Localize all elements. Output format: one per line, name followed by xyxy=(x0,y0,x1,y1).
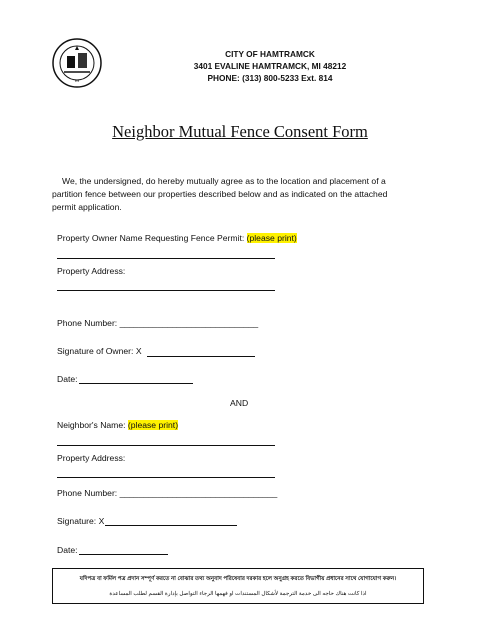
owner-address-field[interactable] xyxy=(57,290,275,291)
neighbor-date-label: Date: xyxy=(57,545,78,555)
owner-signature-label: Signature of Owner: X xyxy=(57,346,142,356)
neighbor-phone-field[interactable]: Phone Number: _________________________________ xyxy=(57,488,278,498)
header-address: 3401 EVALINE HAMTRAMCK, MI 48212 xyxy=(193,61,347,71)
bengali-notice: যদিপত্র বা ফর্মিল পত্র প্রদান সম্পূর্ণ করতে না বোঝার তথ্য অনুবাদ পরিষেবার দরকার হলে অনুগ্রহ করতে বিভাগীয় প্রধানের সাথে যোগাযোগ করুন। xyxy=(79,576,397,582)
owner-name-hint: (please print) xyxy=(246,233,297,243)
svg-text:•••: ••• xyxy=(74,78,80,83)
and-separator: AND xyxy=(230,398,249,408)
neighbor-signature-label: Signature: X xyxy=(57,516,105,526)
translation-notice-box xyxy=(52,568,424,604)
owner-signature-field[interactable] xyxy=(147,356,255,357)
owner-date-field[interactable] xyxy=(79,383,193,384)
city-seal-logo xyxy=(52,38,102,88)
neighbor-name-hint: (please print) xyxy=(127,420,179,430)
neighbor-address-label: Property Address: xyxy=(57,453,126,463)
intro-paragraph: We, the undersigned, do hereby mutually agree as to the location and placement of a partition fence between our properties described below and as indicated on the attached permit application. xyxy=(52,176,388,212)
header-phone: PHONE: (313) 800-5233 Ext. 814 xyxy=(207,73,333,83)
neighbor-name-label: Neighbor's Name: (please print) xyxy=(57,420,179,430)
neighbor-name-field[interactable] xyxy=(57,445,275,446)
neighbor-date-field[interactable] xyxy=(79,554,168,555)
owner-phone-field[interactable]: Phone Number: _____________________________ xyxy=(57,318,259,328)
owner-name-label: Property Owner Name Requesting Fence Permit: (please print) xyxy=(57,233,297,243)
form-title: Neighbor Mutual Fence Consent Form xyxy=(112,122,368,141)
header-org: CITY OF HAMTRAMCK xyxy=(225,49,315,59)
owner-name-field[interactable] xyxy=(57,258,275,259)
arabic-notice: اذا كانت هناك حاجه الى خدمة الترجمة لأشكال المستندات او فهمها الرجاء التواصل بإدارة القسم لطلب المساعدة xyxy=(109,591,367,597)
owner-address-label: Property Address: xyxy=(57,266,126,276)
neighbor-signature-field[interactable] xyxy=(105,525,237,526)
neighbor-address-field[interactable] xyxy=(57,477,275,478)
owner-date-label: Date: xyxy=(57,374,78,384)
